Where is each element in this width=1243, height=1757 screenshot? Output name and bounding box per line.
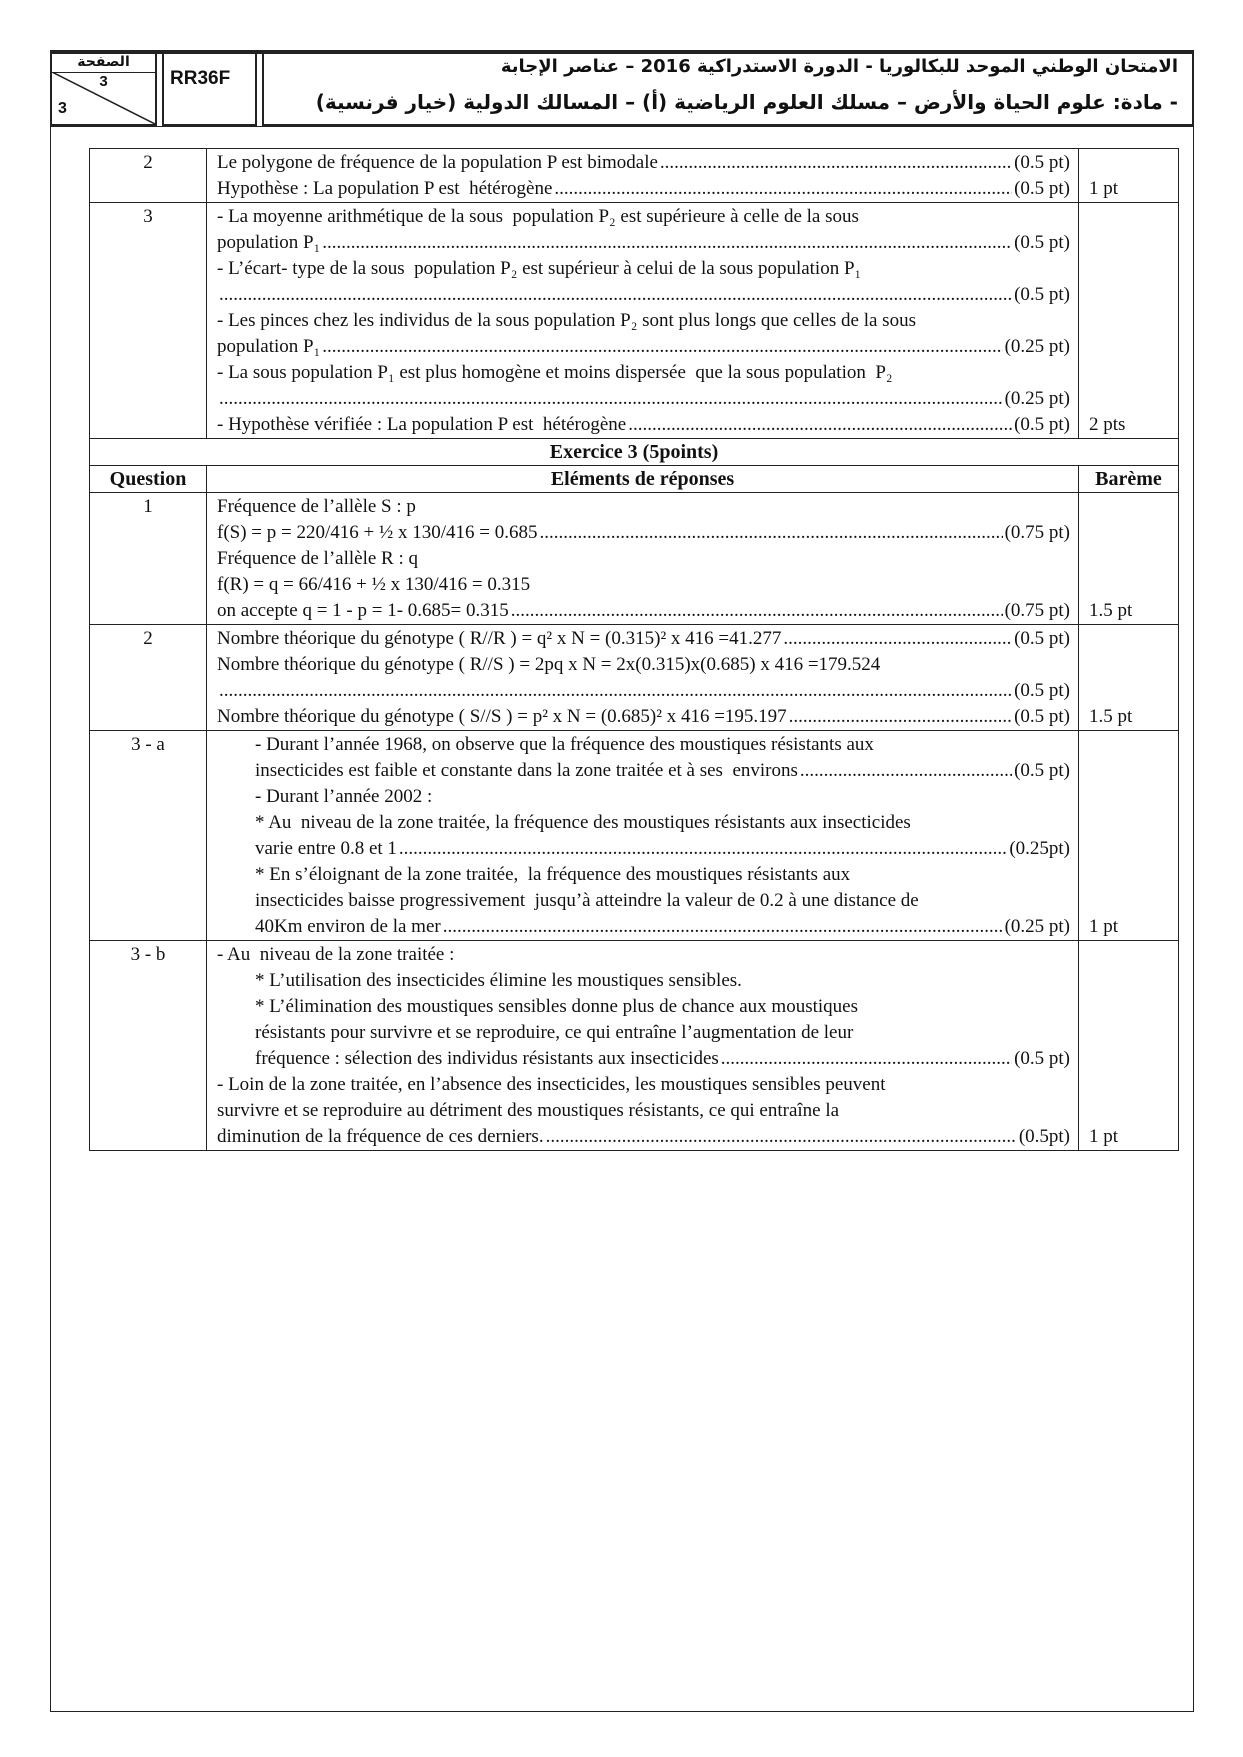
answer-line: [217, 994, 1070, 1020]
table-row: [90, 941, 1179, 1151]
answer-cell: [207, 941, 1079, 1151]
answer-line: [217, 888, 1070, 914]
dot-leader: [721, 1046, 1012, 1072]
answer-line: [217, 360, 1070, 386]
answer-line: [217, 176, 1070, 202]
answer-text: Nombre théorique du génotype ( R//R ) = q² x N = (0.315)² x 416 =41.277: [217, 628, 782, 649]
answer-line: [217, 1020, 1070, 1046]
points-value: (0.5 pt): [1014, 284, 1070, 305]
dot-leader: [539, 520, 1002, 546]
points-value: (0.5 pt): [1014, 706, 1070, 727]
score-cell: 1 pt: [1079, 149, 1179, 203]
dot-leader: [660, 150, 1012, 176]
points-value: (0.25 pt): [1004, 388, 1070, 409]
answer-text: - Les pinces chez les individus de la sous population P₂ sont plus longs que celles de la sous: [217, 310, 916, 331]
answer-text: * L’utilisation des insecticides élimine les moustiques sensibles.: [255, 970, 742, 991]
points-value: (0.5 pt): [1014, 628, 1070, 649]
answer-text: Fréquence de l’allèle R : q: [217, 548, 419, 569]
dot-leader: [219, 386, 1003, 412]
dot-leader: [322, 230, 1012, 256]
answer-line: [217, 494, 1070, 520]
answer-text: Le polygone de fréquence de la population P est bimodale: [217, 152, 658, 173]
answer-line: [217, 386, 1070, 412]
points-value: (0.5 pt): [1014, 680, 1070, 701]
answer-cell: [207, 149, 1079, 203]
answer-text: - La moyenne arithmétique de la sous population P₂ est supérieure à celle de la sous: [217, 206, 859, 227]
answer-line: [217, 914, 1070, 940]
points-value: (0.5 pt): [1014, 152, 1070, 173]
dot-leader: [219, 678, 1012, 704]
answer-text: Nombre théorique du génotype ( S//S ) = p² x N = (0.685)² x 416 =195.197: [217, 706, 787, 727]
answer-text: on accepte q = 1 - p = 1- 0.685= 0.315: [217, 600, 509, 621]
points-value: (0.25 pt): [1004, 336, 1070, 357]
exam-code: RR36F: [170, 68, 231, 89]
answer-line: [217, 1098, 1070, 1124]
answer-text: - Loin de la zone traitée, en l’absence des insecticides, les moustiques sensibles peuvent: [217, 1074, 886, 1095]
points-value: (0.25 pt): [1004, 916, 1070, 937]
exam-title-line2: - مادة: علوم الحياة والأرض – مسلك العلوم الرياضية (أ) – المسالك الدولية (خيار فرنسية): [315, 90, 1178, 114]
exam-title-line1: الامتحان الوطني الموحد للبكالوريا - الدورة الاستدراكية 2016 – عناصر الإجابة: [500, 56, 1178, 77]
col-header-question: Question: [90, 466, 207, 493]
answer-line: [217, 758, 1070, 784]
header-bottom-rule: [50, 126, 1194, 127]
answer-text: - L’écart- type de la sous population P₂ est supérieur à celui de la sous population P₁: [217, 258, 862, 279]
dot-leader: [399, 836, 1007, 862]
exam-code-box: [162, 50, 257, 126]
answer-line: [217, 572, 1070, 598]
question-number: 3 - a: [90, 731, 207, 941]
answer-line: [217, 334, 1070, 360]
answer-line: [217, 836, 1070, 862]
answer-text: - Hypothèse vérifiée : La population P est hétérogène: [217, 414, 627, 435]
answer-line: [217, 204, 1070, 230]
table-row: [90, 203, 1179, 439]
points-value: (0.75 pt): [1004, 522, 1070, 543]
dot-leader: [219, 282, 1012, 308]
answer-text: - Durant l’année 1968, on observe que la fréquence des moustiques résistants aux: [255, 734, 874, 755]
dot-leader: [546, 1124, 1017, 1150]
page-label: الصفحة: [77, 54, 130, 70]
answer-text: résistants pour survivre et se reproduire, ce qui entraîne l’augmentation de leur: [255, 1022, 854, 1043]
answer-line: [217, 810, 1070, 836]
answer-text: population P₁: [217, 336, 321, 357]
page-total: 3: [58, 100, 67, 117]
answer-line: [217, 230, 1070, 256]
score-cell: 1.5 pt: [1079, 493, 1179, 625]
answer-text: Hypothèse : La population P est hétérogène: [217, 178, 553, 199]
answer-line: [217, 546, 1070, 572]
answer-text: * En s’éloignant de la zone traitée, la fréquence des moustiques résistants aux: [255, 864, 851, 885]
answer-text: * Au niveau de la zone traitée, la fréquence des moustiques résistants aux insecticides: [255, 812, 911, 833]
dot-leader: [628, 412, 1012, 438]
question-number: 1: [90, 493, 207, 625]
answer-line: [217, 704, 1070, 730]
answer-cell: [207, 493, 1079, 625]
points-value: (0.5 pt): [1014, 1048, 1070, 1069]
answer-text: - Au niveau de la zone traitée :: [217, 944, 455, 965]
answer-line: [217, 942, 1070, 968]
answer-cell: [207, 625, 1079, 731]
column-header-row: [90, 466, 1179, 493]
answer-line: [217, 150, 1070, 176]
dot-leader: [783, 626, 1012, 652]
answer-text: * L’élimination des moustiques sensibles donne plus de chance aux moustiques: [255, 996, 858, 1017]
answer-line: [217, 652, 1070, 678]
dot-leader: [554, 176, 1012, 202]
answer-text: 40Km environ de la mer: [255, 916, 441, 937]
exercise3-title-row: [90, 439, 1179, 466]
answer-line: [217, 308, 1070, 334]
dot-leader: [443, 914, 1003, 940]
points-value: (0.5 pt): [1014, 178, 1070, 199]
score-cell: 1 pt: [1079, 941, 1179, 1151]
dot-leader: [789, 704, 1012, 730]
col-header-bareme: Barème: [1079, 466, 1179, 493]
answer-line: [217, 862, 1070, 888]
points-value: (0.5pt): [1018, 1126, 1070, 1147]
answer-line: [217, 412, 1070, 438]
answer-line: [217, 1046, 1070, 1072]
question-number: 3: [90, 203, 207, 439]
answer-line: [217, 256, 1070, 282]
answer-line: [217, 520, 1070, 546]
answer-line: [217, 598, 1070, 624]
dot-leader: [800, 758, 1012, 784]
answer-text: varie entre 0.8 et 1: [255, 838, 397, 859]
page-current: 3: [99, 73, 108, 90]
question-number: 3 - b: [90, 941, 207, 1151]
page-number-box: [50, 50, 157, 126]
exercise2-rows: [90, 149, 1179, 439]
answer-text: f(R) = q = 66/416 + ½ x 130/416 = 0.315: [217, 574, 531, 595]
table-row: [90, 149, 1179, 203]
table-row: [90, 493, 1179, 625]
exam-title-box: [262, 50, 1194, 126]
answer-table: [89, 148, 1179, 1151]
table-row: [90, 731, 1179, 941]
answer-text: diminution de la fréquence de ces derniers.: [217, 1126, 544, 1147]
table-row: [90, 625, 1179, 731]
answer-text: insecticides est faible et constante dans la zone traitée et à ses environs: [255, 760, 798, 781]
answer-line: [217, 282, 1070, 308]
answer-text: insecticides baisse progressivement jusqu’à atteindre la valeur de 0.2 à une distance de: [255, 890, 919, 911]
answer-text: survivre et se reproduire au détriment des moustiques résistants, ce qui entraîne la: [217, 1100, 840, 1121]
answer-cell: [207, 203, 1079, 439]
points-value: (0.5 pt): [1014, 232, 1070, 253]
answer-text: population P₁: [217, 232, 321, 253]
points-value: (0.75 pt): [1004, 600, 1070, 621]
answer-text: Fréquence de l’allèle S : p: [217, 496, 416, 517]
points-value: (0.25pt): [1009, 838, 1070, 859]
exercise3-header: [90, 439, 1179, 493]
question-number: 2: [90, 625, 207, 731]
dot-leader: [511, 598, 1003, 624]
exercise3-title: Exercice 3 (5points): [90, 439, 1179, 466]
answer-line: [217, 626, 1070, 652]
answer-text: - Durant l’année 2002 :: [255, 786, 433, 807]
score-cell: 2 pts: [1079, 203, 1179, 439]
answer-line: [217, 1124, 1070, 1150]
answer-text: - La sous population P₁ est plus homogène et moins dispersée que la sous population P₂: [217, 362, 893, 383]
answer-text: fréquence : sélection des individus résistants aux insecticides: [255, 1048, 719, 1069]
answer-line: [217, 1072, 1070, 1098]
answer-line: [217, 732, 1070, 758]
score-cell: 1 pt: [1079, 731, 1179, 941]
answer-cell: [207, 731, 1079, 941]
dot-leader: [322, 334, 1002, 360]
answer-line: [217, 678, 1070, 704]
points-value: (0.5 pt): [1014, 760, 1070, 781]
answer-text: Nombre théorique du génotype ( R//S ) = 2pq x N = 2x(0.315)x(0.685) x 416 =179.524: [217, 654, 881, 675]
answer-line: [217, 784, 1070, 810]
answer-text: f(S) = p = 220/416 + ½ x 130/416 = 0.685: [217, 522, 538, 543]
answer-line: [217, 968, 1070, 994]
question-number: 2: [90, 149, 207, 203]
exercise3-rows: [90, 493, 1179, 1151]
score-cell: 1.5 pt: [1079, 625, 1179, 731]
points-value: (0.5 pt): [1014, 414, 1070, 435]
col-header-elements: Eléments de réponses: [207, 466, 1079, 493]
